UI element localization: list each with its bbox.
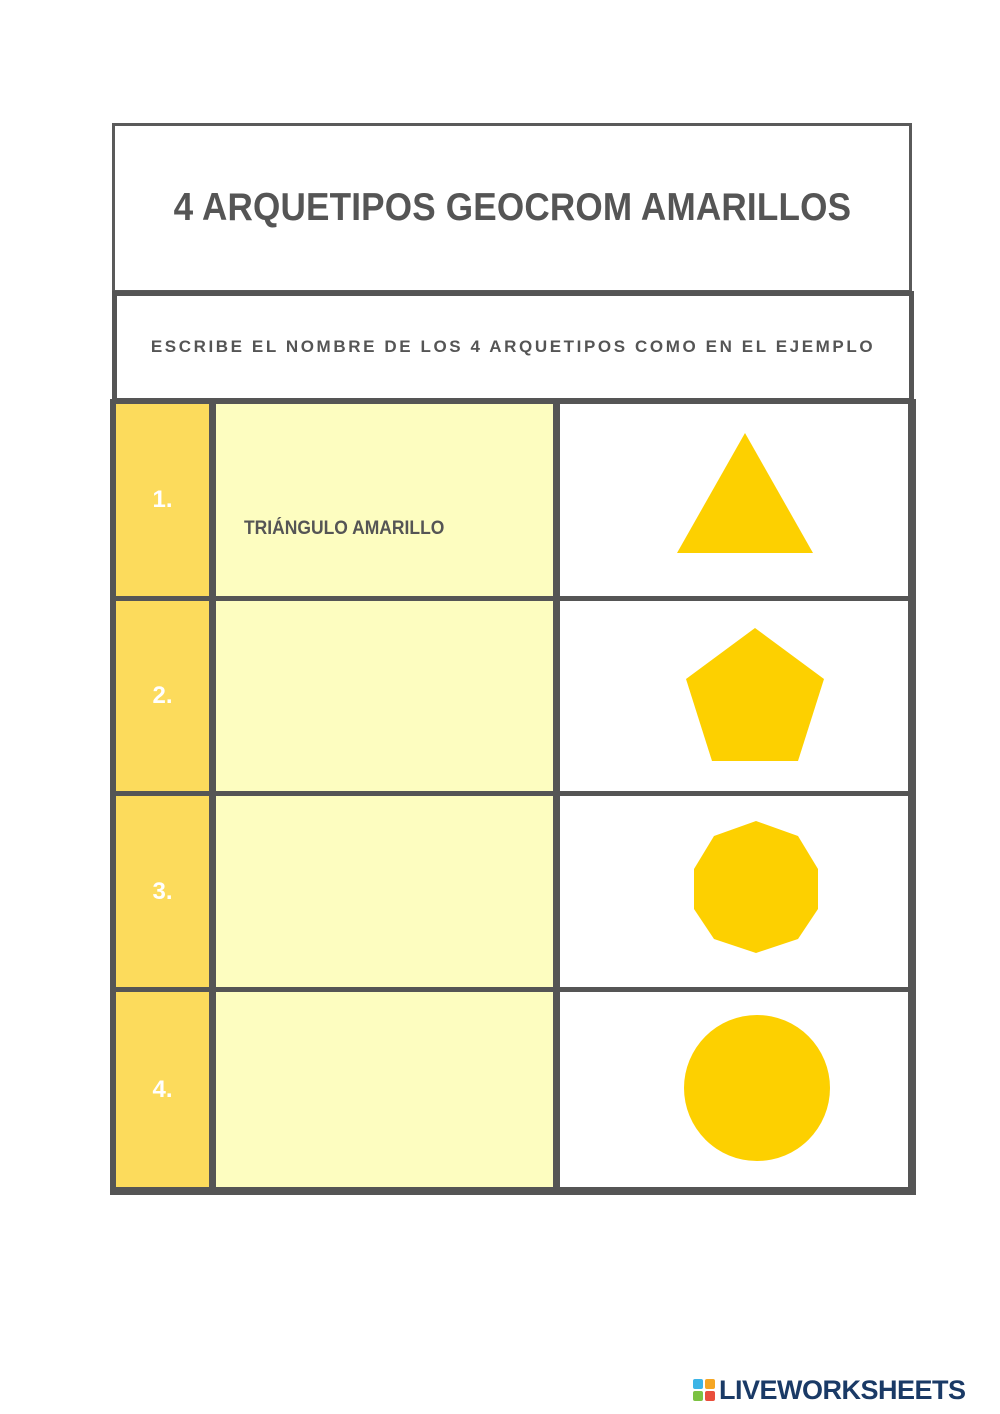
table-row xyxy=(110,992,916,1187)
shape-cell xyxy=(560,601,908,791)
table-row xyxy=(110,796,916,987)
nonagon-icon xyxy=(692,820,820,954)
archetype-table xyxy=(110,399,916,1195)
watermark-text: LIVEWORKSHEETS xyxy=(719,1374,966,1405)
row-number-cell xyxy=(116,992,209,1187)
circle-icon xyxy=(683,1014,831,1162)
shape-cell xyxy=(560,992,908,1187)
row-number-cell xyxy=(116,601,209,791)
answer-cell[interactable] xyxy=(216,404,553,596)
pentagon-icon xyxy=(684,627,826,763)
title-box xyxy=(112,123,912,293)
answer-cell[interactable] xyxy=(216,796,553,987)
shape-cell xyxy=(560,404,908,596)
row-number: 3. xyxy=(152,877,173,905)
table-row xyxy=(110,601,916,791)
triangle-icon xyxy=(675,431,815,555)
table-row xyxy=(110,404,916,596)
instruction-text: ESCRIBE EL NOMBRE DE LOS 4 ARQUETIPOS COMO EN EL EJEMPLO xyxy=(150,337,876,356)
liveworksheets-logo-icon xyxy=(693,1379,715,1401)
liveworksheets-watermark xyxy=(693,1376,966,1404)
answer-text: TRIÁNGULO AMARILLO xyxy=(244,518,445,539)
answer-cell[interactable] xyxy=(216,992,553,1187)
row-number-cell xyxy=(116,796,209,987)
shape-cell xyxy=(560,796,908,987)
row-number: 1. xyxy=(152,486,173,513)
instruction-box xyxy=(112,291,914,403)
page-title: 4 ARQUETIPOS GEOCROM AMARILLOS xyxy=(173,186,851,229)
row-number: 2. xyxy=(152,682,173,709)
answer-cell[interactable] xyxy=(216,601,553,791)
row-number-cell xyxy=(116,404,209,596)
row-number: 4. xyxy=(152,1075,173,1103)
